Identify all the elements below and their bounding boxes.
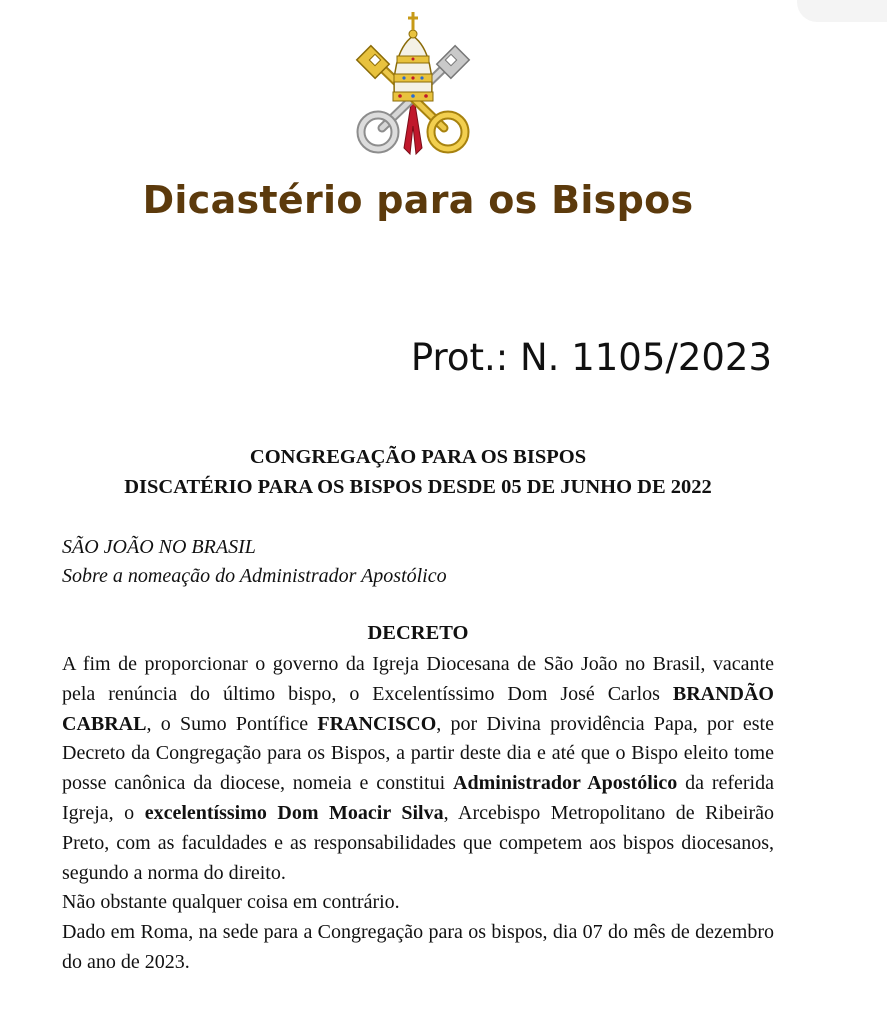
dicastery-title: Dicastério para os Bispos [142,178,694,222]
decree-text-segment: , por Divina providência Papa, por este Decreto da Congregação para os Bispos, a partir deste dia e até que o Bispo eleito tome posse canônica da diocese, nomeia e constitui [62,712,774,795]
pope-name: FRANCISCO [317,712,437,735]
heading-dicastery-since: DISCATÉRIO PARA OS BISPOS DESDE 05 DE JUNHO DE 2022 [124,476,712,498]
office-title: Administrador Apostólico [453,772,678,795]
decree-paragraph-given: Dado em Roma, na sede para a Congregação para os bispos, dia 07 do mês de dezembro do ano de 2023. [62,921,774,973]
decree-body [62,650,774,978]
decree-text-segment: A fim de proporcionar o governo da Igreja Diocesana de São João no Brasil, vacante pela renúncia do último bispo, o Excelentíssimo Dom José Carlos [62,653,774,705]
decree-text-segment: da referida Igreja, o [62,772,774,824]
decree-text-segment: , o Sumo Pontífice [146,712,318,735]
appointee-name: excelentíssimo Dom Moacir Silva [144,801,444,824]
decree-title: DECRETO [367,622,469,644]
subject-topic: Sobre a nomeação do Administrador Apostólico [62,565,447,587]
decree-text-segment: , Arcebispo Metropolitano de Ribeirão Preto, com as faculdades e as responsabilidades que competem aos bispos diocesanos, segundo a norma do direito. [62,801,774,884]
heading-congregation: CONGREGAÇÃO PARA OS BISPOS [249,446,587,468]
decree-paragraph-notwithstanding: Não obstante qualquer coisa em contrário. [62,891,400,914]
decree-paragraph-main [62,650,774,888]
subject-place: SÃO JOÃO NO BRASIL [62,536,256,558]
protocol-number: Prot.: N. 1105/2023 [410,336,772,379]
bishop-resigned-name: BRANDÃO CABRAL [62,682,774,735]
corner-shade [797,0,887,22]
holy-see-emblem-icon [354,8,472,158]
